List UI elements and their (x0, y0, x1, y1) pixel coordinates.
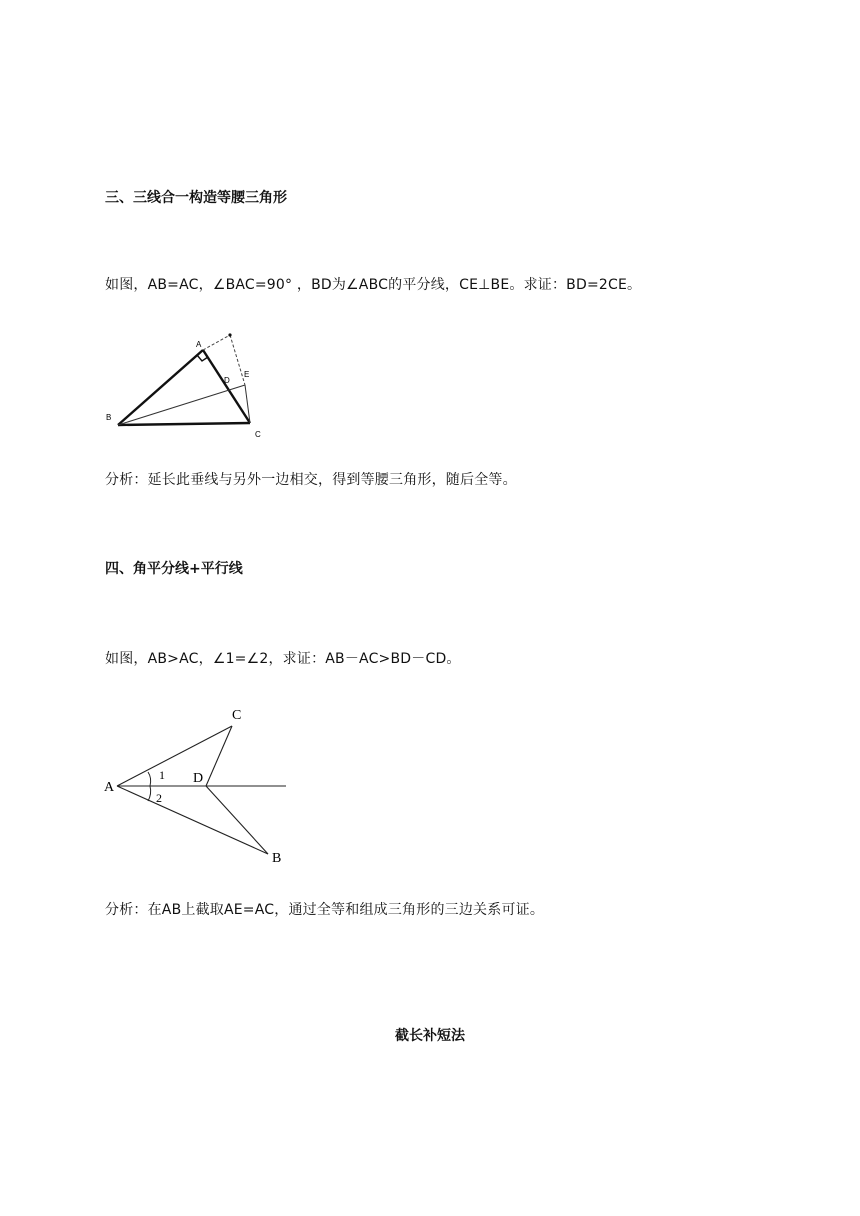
label-a: A (104, 780, 115, 795)
label-angle-1: 1 (159, 768, 165, 782)
angle-bisector-diagram (100, 700, 300, 870)
section4-heading: 四、角平分线+平行线 (105, 561, 243, 577)
label-c: C (232, 708, 242, 723)
label-a: A (196, 340, 202, 349)
segment-be (118, 385, 245, 425)
section3-problem: 如图，AB=AC，∠BAC=90° ，BD为∠ABC的平分线，CE⊥BE。求证：BD=2CE。 (105, 277, 642, 293)
section3-figure (100, 325, 280, 445)
label-c: C (255, 430, 261, 439)
section4-figure (100, 700, 300, 870)
label-b: B (106, 413, 112, 422)
segment-ac (203, 350, 250, 423)
next-section-title: 截长补短法 (395, 1028, 465, 1044)
extension-point (228, 333, 231, 336)
segment-ab (117, 786, 268, 854)
dashed-extension-ba (203, 335, 230, 350)
section3-heading: 三、三线合一构造等腰三角形 (105, 190, 287, 206)
segment-ac (117, 726, 232, 786)
angle-arc-1 (148, 772, 151, 786)
segment-bc (118, 423, 250, 425)
dashed-extension-ce (230, 335, 245, 385)
label-angle-2: 2 (156, 791, 162, 805)
triangle-diagram (100, 325, 280, 445)
section3-analysis: 分析：延长此垂线与另外一边相交，得到等腰三角形，随后全等。 (105, 472, 517, 488)
segment-ab (118, 350, 203, 425)
label-b: B (272, 851, 282, 866)
segment-db (206, 786, 268, 854)
angle-arc-2 (148, 786, 151, 801)
label-d: D (193, 771, 204, 786)
section4-problem: 如图，AB>AC，∠1=∠2，求证：AB－AC>BD－CD。 (105, 651, 461, 667)
label-e: E (244, 370, 250, 379)
label-d: D (224, 376, 230, 385)
section4-analysis: 分析：在AB上截取AE=AC，通过全等和组成三角形的三边关系可证。 (105, 902, 545, 918)
segment-dc (206, 726, 232, 786)
